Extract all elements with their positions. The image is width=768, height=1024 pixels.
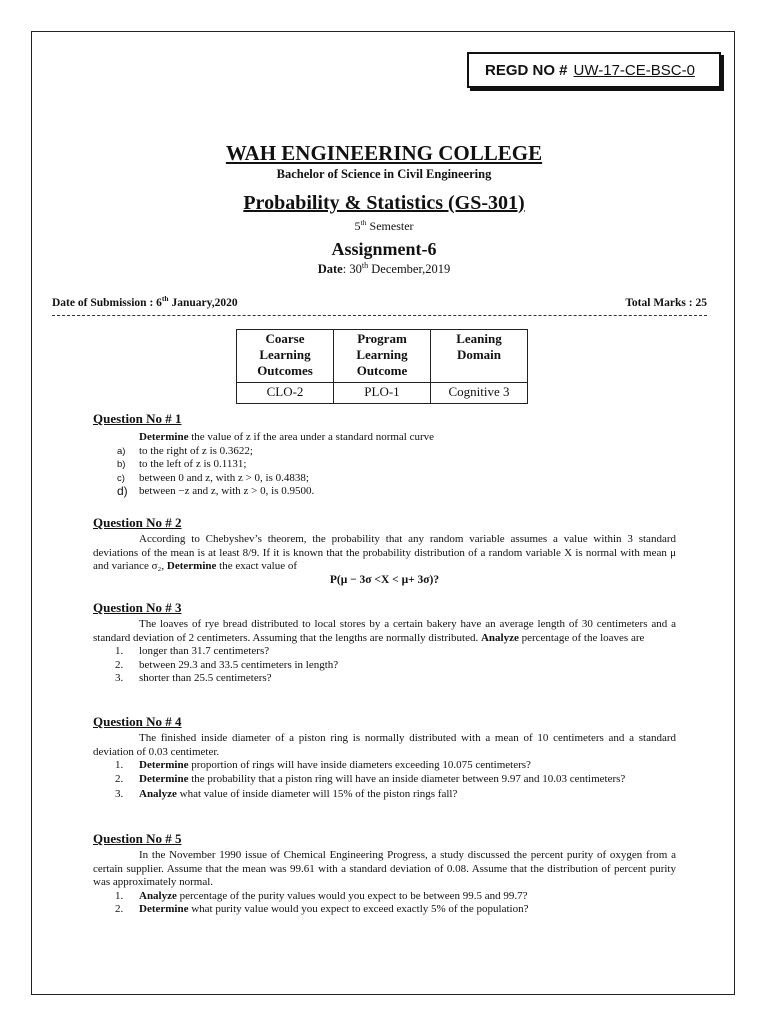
question-2-title: Question No # 2 bbox=[93, 515, 182, 530]
table-header-cell: Coarse Learning Outcomes bbox=[237, 330, 334, 383]
list-item: 2. between 29.3 and 33.5 centimeters in length? bbox=[115, 658, 339, 671]
list-item: 1. Determine proportion of rings will have inside diameters exceeding 10.075 centimeters? bbox=[115, 759, 531, 771]
question-4-title: Question No # 4 bbox=[93, 714, 182, 729]
question-3-text: The loaves of rye bread distributed to local stores by a certain bakery have an average length of 30 centimeters and a standard deviation of 2 centimeters. Assuming that the lengths are normally distributed. Analyze percentage of the loaves are bbox=[93, 618, 676, 644]
list-item: b) to the left of z is 0.1131; bbox=[117, 458, 247, 470]
question-1-body bbox=[93, 431, 676, 499]
registration-number-box bbox=[467, 52, 721, 88]
list-item: d) between −z and z, with z > 0, is 0.9500. bbox=[117, 484, 315, 498]
table-cell: PLO-1 bbox=[334, 383, 431, 404]
regd-value: UW-17-CE-BSC-0 bbox=[573, 61, 695, 79]
question-2-formula: P(μ − 3σ <X < μ+ 3σ)? bbox=[329, 573, 440, 586]
total-marks: Total Marks : 25 bbox=[625, 297, 707, 309]
question-3-title: Question No # 3 bbox=[93, 600, 182, 615]
question-3-body bbox=[93, 618, 676, 686]
college-name: WAH ENGINEERING COLLEGE bbox=[225, 141, 543, 165]
list-item: 3. shorter than 25.5 centimeters? bbox=[115, 672, 272, 684]
table-cell: Cognitive 3 bbox=[431, 383, 528, 404]
table-header-cell: Program Learning Outcome bbox=[334, 330, 431, 383]
assignment-title: Assignment-6 bbox=[331, 239, 437, 259]
degree-name: Bachelor of Science in Civil Engineering bbox=[276, 167, 492, 181]
question-5-title: Question No # 5 bbox=[93, 831, 182, 846]
list-item: 2. Determine what purity value would you expect to exceed exactly 5% of the population? bbox=[115, 903, 529, 915]
list-item: 1. Analyze percentage of the purity values would you expect to be between 99.5 and 99.7? bbox=[115, 889, 528, 902]
submission-date: Date of Submission : 6th January,2020 bbox=[52, 294, 238, 309]
regd-label: REGD NO # bbox=[485, 61, 568, 79]
list-item: 1. longer than 31.7 centimeters? bbox=[115, 645, 270, 657]
question-5-body bbox=[93, 849, 676, 917]
table-header-cell: Leaning Domain bbox=[431, 330, 528, 383]
question-5-text: In the November 1990 issue of Chemical Engineering Progress, a study discussed the percent purity of oxygen from a certain supplier. Assume that the mean was 99.61 with a standard deviation of 0.08. Assume that the distribution of percent purity was approximately normal. bbox=[93, 849, 676, 888]
list-item: 3. Analyze what value of inside diameter will 15% of the piston rings fall? bbox=[115, 788, 458, 800]
table-header-row bbox=[237, 330, 528, 383]
table-row bbox=[237, 383, 528, 404]
assignment-date: Date: 30th December,2019 bbox=[317, 260, 451, 276]
question-4-body bbox=[93, 732, 676, 802]
table-cell: CLO-2 bbox=[237, 383, 334, 404]
question-1-intro: Determine the value of z if the area under a standard normal curve bbox=[139, 431, 435, 443]
learning-outcomes-table bbox=[236, 329, 528, 404]
course-title: Probability & Statistics (GS-301) bbox=[243, 192, 525, 214]
list-item: 2. Determine the probability that a piston ring will have an inside diameter between 9.97 and 10.03 centimeters? bbox=[115, 772, 626, 785]
semester: 5th Semester bbox=[354, 218, 414, 233]
list-item: a) to the right of z is 0.3622; bbox=[117, 444, 253, 457]
question-2-text: According to Chebyshev’s theorem, the probability that any random variable assumes a value within 3 standard deviations of the mean is at least 8/9. If it is known that the probability distribution of a random variable X is normal with mean μ and variance σ₂, Determine the exact value of bbox=[93, 533, 676, 572]
list-item: c) between 0 and z, with z > 0, is 0.4838; bbox=[117, 471, 309, 484]
question-2-body bbox=[93, 533, 676, 587]
question-4-text: The finished inside diameter of a piston ring is normally distributed with a mean of 10 centimeters and a standard deviation of 0.03 centimeter. bbox=[93, 732, 676, 758]
question-1-title: Question No # 1 bbox=[93, 411, 182, 426]
submission-row bbox=[52, 294, 707, 316]
